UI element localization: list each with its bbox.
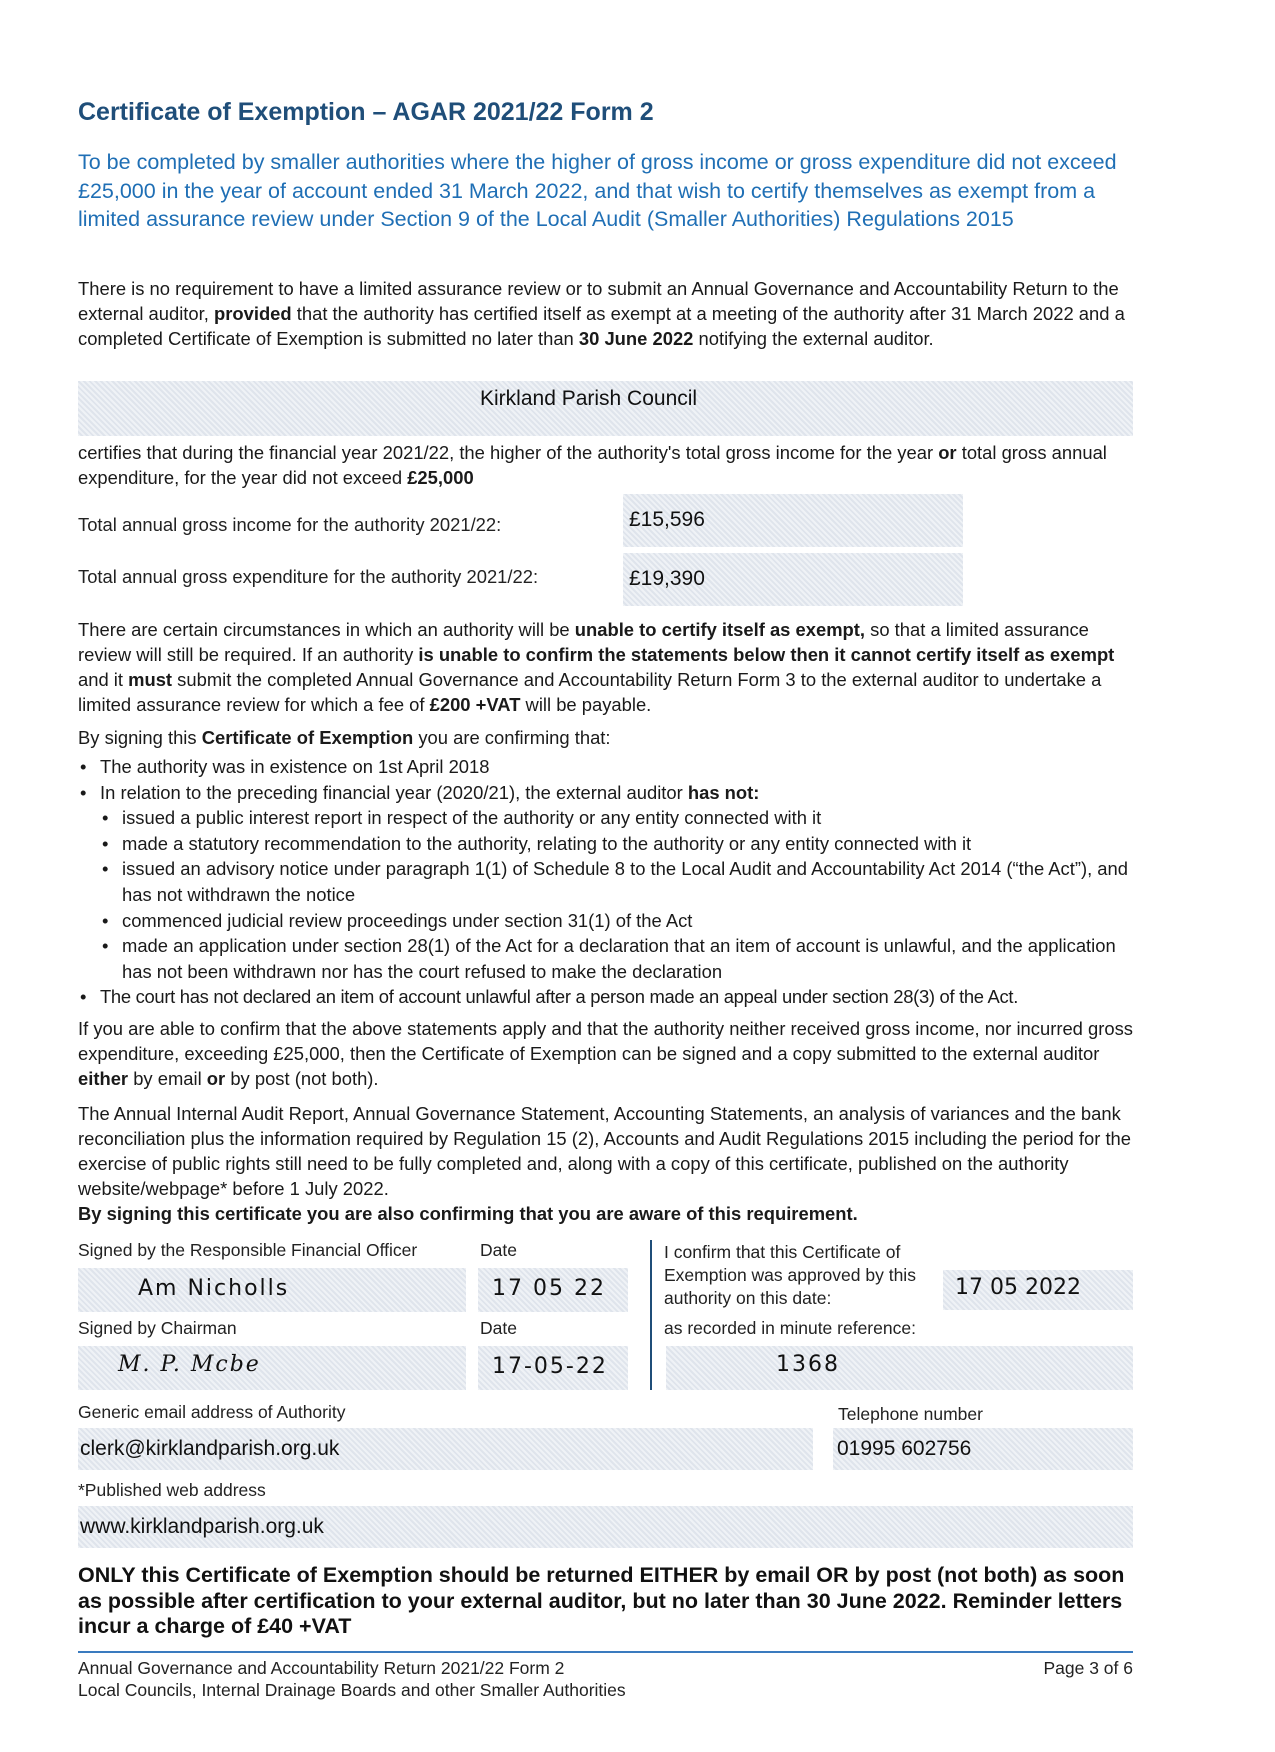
authority-name-field[interactable]	[78, 381, 1133, 436]
web-address-value: www.kirklandparish.org.uk	[80, 1515, 324, 1538]
web-address-field[interactable]	[78, 1506, 1133, 1548]
chair-label: Signed by Chairman	[78, 1318, 237, 1338]
chair-date: 17-05-22	[492, 1354, 608, 1379]
approved-date: 17 05 2022	[955, 1275, 1081, 1300]
expenditure-label: Total annual gross expenditure for the authority 2021/22:	[78, 566, 539, 587]
rfo-date: 17 05 22	[492, 1276, 606, 1301]
rfo-date-field[interactable]	[478, 1268, 628, 1312]
confirm-intro: By signing this Certificate of Exemption you are confirming that:	[78, 727, 611, 748]
list-item: • The authority was in existence on 1st April 2018	[78, 754, 1138, 780]
signature-divider	[650, 1240, 652, 1390]
footer-line-1: Annual Governance and Accountability Return 2021/22 Form 2	[78, 1658, 565, 1678]
chair-date-field[interactable]	[478, 1346, 628, 1390]
list-item: • In relation to the preceding financial year (2020/21), the external auditor has not:	[78, 780, 1138, 806]
confirmation-list	[78, 754, 1138, 1010]
phone-field[interactable]	[833, 1428, 1133, 1470]
certifies-paragraph: certifies that during the financial year 2021/22, the higher of the authority's total gross income for the year or total gross annual expenditure, for the year did not exceed £25,000	[78, 442, 1107, 488]
email-value: clerk@kirklandparish.org.uk	[80, 1437, 340, 1460]
footer-line-2: Local Councils, Internal Drainage Boards and other Smaller Authorities	[78, 1680, 626, 1700]
circumstances-paragraph: There are certain circumstances in which an authority will be unable to certify itself as exempt, so that a limited assurance review will still be required. If an authority is unable to confirm the statements below then it cannot certify itself as exempt and it must submit the completed Annual Governance and Accountability Return Form 3 to the external auditor to undertake a limited assurance review for which a fee of £200 +VAT will be payable.	[78, 619, 1115, 715]
authority-name: Kirkland Parish Council	[480, 387, 698, 410]
rfo-date-label: Date	[480, 1240, 517, 1260]
footer-left	[78, 1657, 626, 1701]
income-field[interactable]	[623, 494, 963, 547]
rfo-signature: Am Nicholls	[138, 1276, 290, 1301]
phone-value: 01995 602756	[837, 1437, 972, 1460]
minute-reference-field[interactable]	[666, 1346, 1133, 1390]
email-label: Generic email address of Authority	[78, 1402, 346, 1422]
approved-label: I confirm that this Certificate of Exemption was approved by this authority on this date:	[664, 1242, 916, 1308]
income-label: Total annual gross income for the authority 2021/22:	[78, 514, 502, 535]
intro-text: To be completed by smaller authorities where the higher of gross income or gross expenditure did not exceed £25,000 in the year of account ended 31 March 2022, and that wish to certify themselves as exempt from a limited assurance review under Section 9 of the Local Audit (Smaller Authorities) Regulations 2015	[78, 150, 1117, 231]
page-title: Certificate of Exemption – AGAR 2021/22 Form 2	[78, 98, 654, 126]
rfo-signature-field[interactable]	[78, 1268, 466, 1312]
publication-paragraph: The Annual Internal Audit Report, Annual Governance Statement, Accounting Statements, an analysis of variances and the bank reconciliation plus the information required by Regulation 15 (2), Accounts and Audit Regulations 2015 including the period for the exercise of public rights still need to be fully completed and, along with a copy of this certificate, published on the authority website/webpage* before 1 July 2022. By signing this certificate you are also confirming that you are aware of this requirement.	[78, 1103, 1132, 1224]
expenditure-value: £19,390	[629, 567, 705, 590]
list-item: • issued an advisory notice under paragraph 1(1) of Schedule 8 to the Local Audit and Accountability Act 2014 (“the Act”), and has not withdrawn the notice	[78, 856, 1138, 907]
approved-date-field[interactable]	[943, 1270, 1133, 1310]
return-notice: ONLY this Certificate of Exemption should be returned EITHER by email OR by post (not both) as soon as possible after certification to your external auditor, but no later than 30 June 2022. Reminder letters incur a charge of £40 +VAT	[78, 1563, 1125, 1638]
expenditure-field[interactable]	[623, 553, 963, 606]
list-item: • made an application under section 28(1) of the Act for a declaration that an item of account is unlawful, and the application has not been withdrawn nor has the court refused to make the declaration	[78, 933, 1138, 984]
page-number: Page 3 of 6	[1043, 1658, 1133, 1678]
rfo-label: Signed by the Responsible Financial Officer	[78, 1240, 418, 1260]
able-to-confirm-paragraph: If you are able to confirm that the above statements apply and that the authority neither received gross income, nor incurred gross expenditure, exceeding £25,000, then the Certificate of Exemption can be signed and a copy submitted to the external auditor either by email or by post (not both).	[78, 1018, 1133, 1089]
chair-signature-field[interactable]	[78, 1346, 466, 1390]
list-item: • The court has not declared an item of account unlawful after a person made an appeal under section 28(3) of the Act.	[78, 984, 1138, 1010]
minute-reference: 1368	[776, 1352, 840, 1377]
income-value: £15,596	[629, 508, 705, 531]
chair-date-label: Date	[480, 1318, 517, 1338]
email-field[interactable]	[78, 1428, 813, 1470]
list-item: • issued a public interest report in respect of the authority or any entity connected with it	[78, 805, 1138, 831]
list-item: • commenced judicial review proceedings under section 31(1) of the Act	[78, 908, 1138, 934]
list-item: • made a statutory recommendation to the authority, relating to the authority or any entity connected with it	[78, 831, 1138, 857]
phone-label: Telephone number	[838, 1404, 983, 1424]
chair-signature: M. P. Mcbe	[118, 1352, 261, 1377]
minute-label: as recorded in minute reference:	[664, 1318, 916, 1338]
requirement-paragraph: There is no requirement to have a limited assurance review or to submit an Annual Governance and Accountability Return to the external auditor, provided that the authority has certified itself as exempt at a meeting of the authority after 31 March 2022 and a completed Certificate of Exemption is submitted no later than 30 June 2022 notifying the external auditor.	[78, 278, 1125, 349]
web-label: *Published web address	[78, 1480, 266, 1500]
footer-divider	[78, 1651, 1133, 1653]
